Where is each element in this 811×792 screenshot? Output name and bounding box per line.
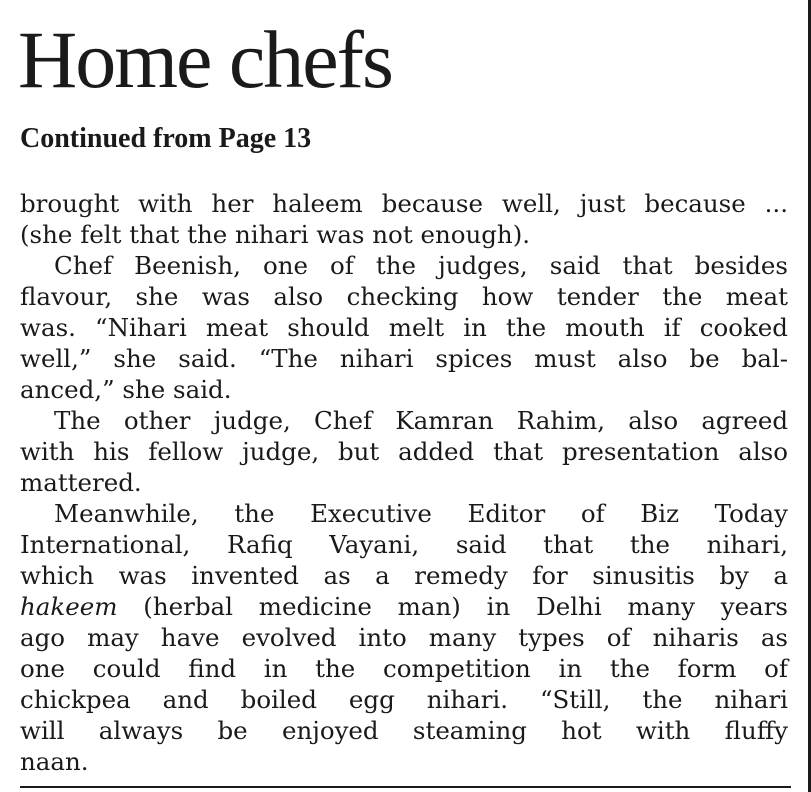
line-text: The other judge, Chef Kamran Rahim, also agreed — [54, 406, 788, 435]
body-line — [20, 715, 788, 746]
line-text: Chef Beenish, one of the judges, said that besides — [54, 251, 788, 280]
line-text: will always be enjoyed steaming hot with fluffy — [20, 716, 788, 745]
body-line — [20, 436, 788, 467]
italic-term: hakeem — [20, 592, 118, 621]
line-text: (herbal medicine man) in Delhi many years — [117, 592, 788, 621]
bottom-divider — [20, 786, 791, 788]
body-line — [20, 684, 788, 715]
headline: Home chefs — [18, 14, 392, 105]
article-body — [20, 188, 788, 777]
body-line — [20, 312, 788, 343]
line-text: one could find in the competition in the form of — [20, 654, 788, 683]
line-text: well,” she said. “The nihari spices must also be bal- — [20, 344, 788, 373]
line-text: anced,” she said. — [20, 375, 232, 404]
line-text: ago may have evolved into many types of niharis as — [20, 623, 788, 652]
body-line — [20, 343, 788, 374]
body-line — [20, 250, 788, 281]
body-line — [20, 374, 788, 405]
body-line — [20, 591, 788, 622]
line-text: mattered. — [20, 468, 142, 497]
continued-from-label: Continued from Page 13 — [20, 123, 312, 154]
line-text: was. “Nihari meat should melt in the mouth if cooked — [20, 313, 788, 342]
line-text: with his fellow judge, but added that presentation also — [20, 437, 788, 466]
line-text: (she felt that the nihari was not enough). — [20, 220, 531, 249]
body-line — [20, 529, 788, 560]
body-line — [20, 467, 788, 498]
body-line — [20, 560, 788, 591]
body-line — [20, 405, 788, 436]
line-text: Meanwhile, the Executive Editor of Biz Today — [54, 499, 788, 528]
line-text: brought with her haleem because well, just because ... — [20, 189, 788, 218]
body-line — [20, 622, 788, 653]
line-text: flavour, she was also checking how tender the meat — [20, 282, 788, 311]
line-text: chickpea and boiled egg nihari. “Still, the nihari — [20, 685, 788, 714]
body-line — [20, 219, 788, 250]
body-line — [20, 281, 788, 312]
body-line — [20, 188, 788, 219]
body-line — [20, 746, 788, 777]
line-text: naan. — [20, 747, 89, 776]
line-text: International, Rafiq Vayani, said that the nihari, — [20, 530, 788, 559]
body-line — [20, 498, 788, 529]
body-line — [20, 653, 788, 684]
line-text: which was invented as a remedy for sinusitis by a — [20, 561, 788, 590]
